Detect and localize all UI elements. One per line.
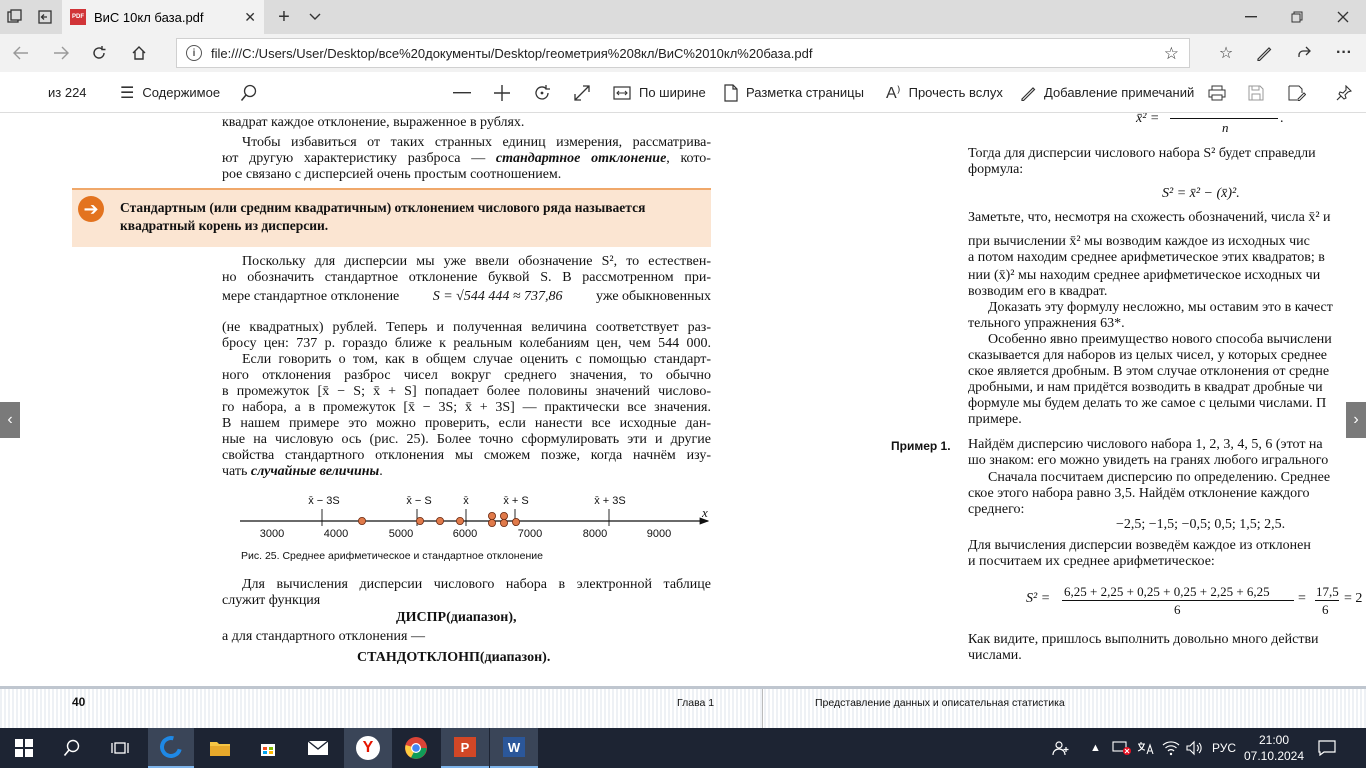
powerpoint-icon: P	[454, 737, 476, 757]
formula-fragment: = 2	[1344, 591, 1363, 606]
list-icon: ☰	[120, 84, 135, 102]
add-notes-label: Добавление примечаний	[1044, 85, 1195, 100]
word-icon: W	[503, 737, 525, 757]
text-line: при вычислении x̄² мы возводим каждое из исходных чис	[968, 234, 1310, 249]
fullscreen-button[interactable]	[573, 72, 591, 113]
text-line: нии (x̄)² мы находим среднее арифметическое исходных чи	[968, 268, 1321, 283]
tick-label: 9000	[646, 528, 672, 540]
add-notes-button[interactable]	[1020, 72, 1194, 113]
data-point	[358, 517, 365, 524]
figure-caption: Рис. 25. Среднее арифметическое и стандартное отклонение	[241, 550, 543, 562]
page-footer	[0, 686, 1366, 728]
pen-icon[interactable]	[1252, 43, 1276, 63]
store-icon	[258, 738, 278, 758]
tick-label: 4000	[323, 528, 349, 540]
search-icon	[63, 739, 81, 757]
taskbar-explorer[interactable]	[196, 728, 244, 768]
pin-toolbar-button[interactable]	[1336, 72, 1352, 113]
taskbar-mail[interactable]	[294, 728, 342, 768]
data-point	[436, 517, 443, 524]
text-span: уже обыкновенных	[596, 289, 711, 304]
formula-numerator: 6,25 + 2,25 + 0,25 + 0,25 + 2,25 + 6,25	[1064, 584, 1270, 599]
text-line: служит функция	[222, 593, 321, 608]
text-line: шо знаком: его можно увидеть на гранях любого игрального	[968, 453, 1329, 468]
text-line: дробными, и нам придётся возводить в квадрат дробные чи	[968, 380, 1323, 395]
active-tab[interactable]	[62, 0, 264, 34]
new-tab-icon[interactable]: +	[278, 5, 290, 28]
data-points	[358, 512, 519, 526]
text-line: а для стандартного отклонения —	[222, 629, 425, 644]
pen-icon	[1020, 85, 1036, 101]
text-line: тельного упражнения 63*.	[968, 316, 1125, 331]
text-line: но обозначить стандартное отклонение буквой S. В рассмотренном при-	[222, 270, 711, 285]
url-text: file:///C:/Users/User/Desktop/все%20документы/Desktop/геометрия%208кл/ВиС%2010кл%20база.pdf	[211, 45, 813, 61]
function-name: ДИСПР(диапазон),	[396, 610, 517, 625]
formula-fragment: =	[1298, 591, 1306, 606]
search-button[interactable]	[48, 728, 96, 768]
fit-width-button[interactable]	[613, 72, 706, 113]
function-name: СТАНДОТКЛОНП(диапазон).	[357, 650, 551, 665]
next-page-arrow[interactable]: ›	[1346, 402, 1366, 438]
taskbar-word[interactable]	[490, 728, 538, 768]
minimize-icon[interactable]	[1236, 7, 1266, 27]
input-method-icon[interactable]	[1136, 728, 1156, 768]
volume-icon[interactable]	[1186, 728, 1204, 768]
print-icon	[1208, 85, 1226, 101]
save-icon	[1248, 85, 1264, 101]
plus-icon	[493, 84, 511, 102]
text-span: мере стандартное отклонение	[222, 289, 400, 304]
data-point	[416, 517, 423, 524]
page-icon	[724, 84, 738, 102]
restore-icon[interactable]	[1282, 7, 1312, 27]
expand-icon	[573, 84, 591, 102]
save-as-button[interactable]	[1288, 72, 1306, 113]
text-line: примере.	[968, 412, 1022, 427]
text-line: Сначала посчитаем дисперсию по определению. Среднее	[988, 470, 1331, 485]
text-line: рое связано с дисперсией очень простым соотношением.	[222, 167, 562, 182]
close-tab-icon[interactable]: ✕	[244, 8, 256, 25]
std-label: x̄ − S	[406, 495, 432, 507]
text-line: Тогда для дисперсии числового набора S² будет справедли	[968, 146, 1316, 161]
wifi-icon[interactable]	[1162, 728, 1180, 768]
footer-chapter-title: Представление данных и описательная статистика	[815, 697, 1065, 709]
tab-title: ВиС 10кл база.pdf	[94, 9, 204, 25]
data-point	[456, 517, 463, 524]
read-aloud-icon: A⁾	[886, 84, 901, 102]
std-label: x̄	[463, 495, 469, 507]
pdf-toolbar	[0, 72, 1366, 113]
formula-fragment: n	[1222, 120, 1229, 135]
more-icon[interactable]: ···	[1336, 44, 1352, 61]
fit-width-label: По ширине	[639, 85, 706, 100]
text-line: Для вычисления дисперсии числового набора в электронной таблице	[242, 577, 711, 592]
clock-time: 21:00	[1258, 733, 1290, 747]
formula: S² = x̄² − (x̄)².	[1162, 186, 1240, 201]
formula-fragment: S² =	[1026, 591, 1051, 606]
text-span: ют другую характеристику разброса —	[222, 151, 496, 166]
search-button[interactable]	[240, 72, 258, 113]
text-line: Для вычисления дисперсии возведём каждое из отклонен	[968, 538, 1311, 553]
back-icon[interactable]	[10, 43, 32, 63]
edge-icon	[156, 732, 186, 762]
std-label: x̄ + S	[503, 495, 529, 507]
fraction-bar	[1170, 118, 1278, 119]
address-bar	[0, 34, 1366, 72]
tick-label: 6000	[452, 528, 478, 540]
text-line: го набора, а в промежуток [x̄ − 3S; x̄ + 3S] — практически все значения.	[222, 400, 711, 415]
text-line: (не квадратных) рублей. Теперь и полученная величина соответствует раз-	[222, 320, 711, 335]
text-line: Заметьте, что, несмотря на схожесть обозначений, числа x̄² и	[968, 210, 1331, 225]
data-point	[512, 518, 519, 525]
tick-label: 5000	[388, 528, 414, 540]
text-line: числами.	[968, 648, 1022, 663]
std-labels	[308, 495, 626, 507]
text-line: ного отклонения разброс чисел вокруг среднего значения, то обычно	[222, 368, 711, 383]
text-line: Если говорить о том, как в общем случае оценить с помощью стандарт-	[242, 352, 711, 367]
chevron-down-icon[interactable]	[304, 7, 326, 27]
definition-line: Стандартным (или средним квадратичным) отклонением числового ряда называется	[120, 200, 646, 215]
formula-denominator: 6	[1174, 602, 1181, 617]
text-line: среднего:	[968, 502, 1025, 517]
start-button[interactable]	[0, 728, 48, 768]
text-line: а потом находим среднее арифметическое этих квадратов; в	[968, 250, 1325, 265]
contents-label: Содержимое	[142, 85, 221, 100]
arrow-right-icon: ➔	[78, 196, 104, 222]
clock[interactable]	[1243, 728, 1305, 768]
term-highlight: случайные величины	[250, 464, 380, 479]
taskbar-chrome[interactable]	[392, 728, 440, 768]
home-icon[interactable]	[128, 43, 150, 63]
std-label: x̄ − 3S	[308, 495, 340, 507]
formula-fragment: .	[1280, 113, 1284, 126]
forward-icon[interactable]	[50, 43, 72, 63]
favorites-icon[interactable]: ☆	[1218, 45, 1234, 62]
document-viewport[interactable]	[0, 113, 1366, 686]
fraction-bar	[1062, 600, 1294, 601]
people-icon[interactable]	[1052, 728, 1070, 768]
tick-label: 7000	[517, 528, 543, 540]
text-line: Поскольку для дисперсии мы уже ввели обозначение S², то естествен-	[242, 254, 711, 269]
contents-button[interactable]	[120, 72, 220, 113]
rotate-icon	[533, 84, 551, 102]
text-line: Как видите, пришлось выполнить довольно много действи	[968, 632, 1319, 647]
taskbar-yandex[interactable]	[344, 728, 392, 768]
pdf-icon: PDF	[70, 9, 86, 25]
text-line: возводим его в квадрат.	[968, 284, 1108, 299]
fit-width-icon	[613, 86, 631, 100]
text-line: свойства стандартного отклонения мы сможем позже, когда начнём изу-	[222, 448, 711, 463]
network-warning-icon[interactable]	[1112, 728, 1132, 768]
text-span: .	[379, 464, 383, 479]
task-view-button[interactable]	[96, 728, 144, 768]
taskbar-edge[interactable]	[148, 728, 194, 768]
sqrt-formula: S = √544 444 ≈ 737,86	[432, 289, 563, 304]
share-icon[interactable]	[1292, 43, 1316, 63]
data-point	[488, 512, 495, 519]
data-point	[500, 512, 507, 519]
page-layout-label: Разметка страницы	[746, 85, 864, 100]
print-button[interactable]	[1208, 72, 1226, 113]
back-tabs-icon[interactable]	[34, 7, 56, 27]
text-line: В нашем примере это можно проверить, если нанести все исходные дан-	[222, 416, 711, 431]
footer-chapter: Глава 1	[677, 697, 715, 709]
save-button[interactable]	[1248, 72, 1264, 113]
favorite-star-icon[interactable]: ☆	[1163, 44, 1179, 63]
text-line: Доказать эту формулу несложно, мы оставим это в качест	[988, 300, 1333, 315]
taskbar-store[interactable]	[244, 728, 292, 768]
data-point	[488, 519, 495, 526]
info-icon[interactable]: i	[186, 45, 202, 61]
text-line: ское этого набора равно 3,5. Найдём отклонение каждого	[968, 486, 1310, 501]
std-label: x̄ + 3S	[594, 495, 626, 507]
clock-date: 07.10.2024	[1243, 749, 1305, 763]
windows-icon	[15, 739, 33, 757]
formula-numerator: 17,5	[1316, 584, 1339, 599]
tick-labels	[260, 528, 671, 540]
folder-icon	[209, 739, 231, 757]
mail-icon	[307, 740, 329, 756]
definition-line: квадратный корень из дисперсии.	[120, 218, 329, 233]
text-line: квадрат каждое отклонение, выраженное в рублях.	[222, 115, 525, 130]
page-layout-button[interactable]	[724, 72, 864, 113]
text-line	[222, 464, 383, 480]
text-line	[222, 289, 711, 305]
minus-icon	[453, 92, 471, 94]
tick-label: 8000	[582, 528, 608, 540]
notifications-icon[interactable]	[1318, 728, 1336, 768]
text-line: Особенно явно преимущество нового способа вычислени	[988, 332, 1332, 347]
text-line	[222, 151, 711, 167]
figure-number-line	[236, 489, 716, 543]
formula-denominator: 6	[1322, 602, 1329, 617]
taskbar-powerpoint[interactable]	[441, 728, 489, 768]
read-aloud-label: Прочесть вслух	[908, 85, 1003, 100]
zoom-out-button[interactable]	[453, 72, 471, 113]
page-total: из 224	[48, 85, 87, 100]
tab-actions-icon[interactable]	[4, 7, 26, 27]
address-field[interactable]	[176, 38, 1190, 68]
text-line: бросу цен: 737 р. гораздо ближе к реальным колебаниям цен, чем 544 000.	[222, 336, 711, 351]
rotate-button[interactable]	[533, 72, 551, 113]
refresh-icon[interactable]	[88, 43, 110, 63]
language-indicator[interactable]: РУС	[1212, 741, 1237, 755]
tick-label: 3000	[259, 528, 285, 540]
formula: −2,5; −1,5; −0,5; 0,5; 1,5; 2,5.	[1116, 517, 1286, 532]
tab-bar	[0, 0, 1366, 34]
zoom-in-button[interactable]	[493, 72, 511, 113]
footer-divider	[762, 689, 763, 728]
example-label: Пример 1.	[891, 439, 951, 453]
text-span: чать	[222, 464, 251, 479]
previous-page-arrow[interactable]: ‹	[0, 402, 20, 438]
data-point	[500, 519, 507, 526]
text-line: ское является дробным. В этом случае отклонения от средне	[968, 364, 1330, 379]
fraction-bar	[1315, 600, 1339, 601]
text-line: ные на числовую ось (рис. 25). Более точно сформулировать эти и другие	[222, 432, 711, 447]
read-aloud-button[interactable]	[886, 72, 1003, 113]
pin-icon	[1336, 85, 1352, 101]
show-hidden-icons-icon[interactable]: ▲	[1090, 742, 1101, 754]
term-highlight: стандартное отклонение	[495, 151, 667, 166]
search-icon	[240, 84, 258, 102]
text-line: формула:	[968, 162, 1024, 177]
text-line: в промежуток [x̄ − S; x̄ + S] попадает более половины значений числово-	[222, 384, 711, 399]
chrome-icon	[404, 736, 428, 760]
close-window-icon[interactable]	[1328, 7, 1358, 27]
text-line: Чтобы избавиться от таких странных единиц измерения, рассматрива-	[242, 135, 711, 150]
save-as-icon	[1288, 85, 1306, 101]
text-span: , кото-	[666, 151, 711, 166]
taskbar	[0, 728, 1366, 768]
definition-box	[72, 188, 711, 247]
text-line: сказывается для наборов из целых чисел, у которых среднее	[968, 348, 1328, 363]
x-axis-label: x	[702, 505, 708, 520]
text-line: формуле мы будем делать то же самое с целыми числами. П	[968, 396, 1327, 411]
text-line: и посчитаем их среднее арифметическое:	[968, 554, 1215, 569]
text-line: Найдём дисперсию числового набора 1, 2, 3, 4, 5, 6 (этот на	[968, 437, 1323, 452]
task-view-icon	[110, 740, 130, 756]
yandex-icon: Y	[356, 736, 380, 760]
footer-page-number: 40	[72, 695, 86, 709]
formula-fragment: x̄² =	[1136, 113, 1160, 126]
